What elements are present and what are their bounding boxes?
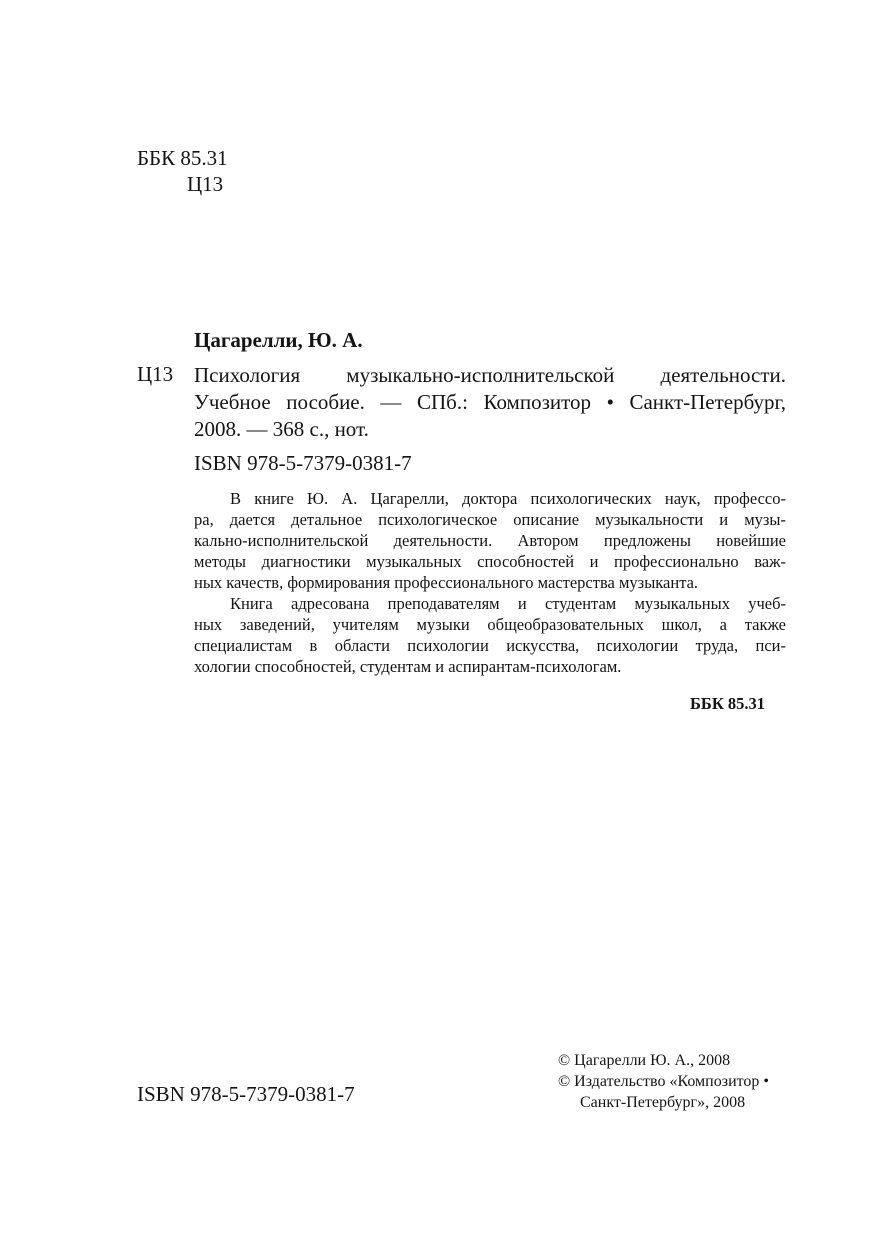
author-heading: Цагарелли, Ю. А. [194,328,363,352]
copyright-publisher: © Издательство «Композитор • [558,1073,770,1090]
extent-line: 2008. — 368 с., нот. [194,417,369,441]
annotation-line: ра, дается детальное психологическое описание музыкальности и музы- [194,510,786,529]
annotation-line: хологии способностей, студентам и аспирантам-психологам. [194,657,622,676]
copyright-author: © Цагарелли Ю. А., 2008 [558,1052,731,1069]
bbk-classification [137,145,228,197]
isbn-entry: ISBN 978-5-7379-0381-7 [194,451,412,475]
annotation-line: специалистам в области психологии искусства, психологии труда, пси- [194,636,786,655]
bbk-code: ББК 85.31 [137,146,228,170]
annotation [194,488,786,677]
copyright-publisher-cont: Санкт-Петербург», 2008 [580,1094,746,1111]
author-mark-top: Ц13 [187,172,224,196]
annotation-line: ных качеств, формирования профессионального мастерства музыканта. [194,573,699,592]
annotation-line: В книге Ю. А. Цагарелли, доктора психологических наук, профессо- [230,489,786,508]
annotation-line: Книга адресована преподавателям и студентам музыкальных учеб- [230,594,786,613]
title-line: Психология музыкально-исполнительской деятельности. [194,363,786,387]
isbn-footer: ISBN 978-5-7379-0381-7 [137,1082,355,1106]
copyright-block [558,1050,769,1113]
author-mark: Ц13 [137,362,174,386]
annotation-line: кально-исполнительской деятельности. Автором предложены новейшие [194,531,786,550]
annotation-line: ных заведений, учителям музыки общеобразовательных школ, а также [194,615,786,634]
publication-line: Учебное пособие. — СПб.: Композитор • Санкт-Петербург, [194,390,786,414]
bibliographic-description [194,362,786,443]
annotation-line: методы диагностики музыкальных способностей и профессионально важ- [194,552,786,571]
bbk-annotation-code: ББК 85.31 [690,694,766,713]
